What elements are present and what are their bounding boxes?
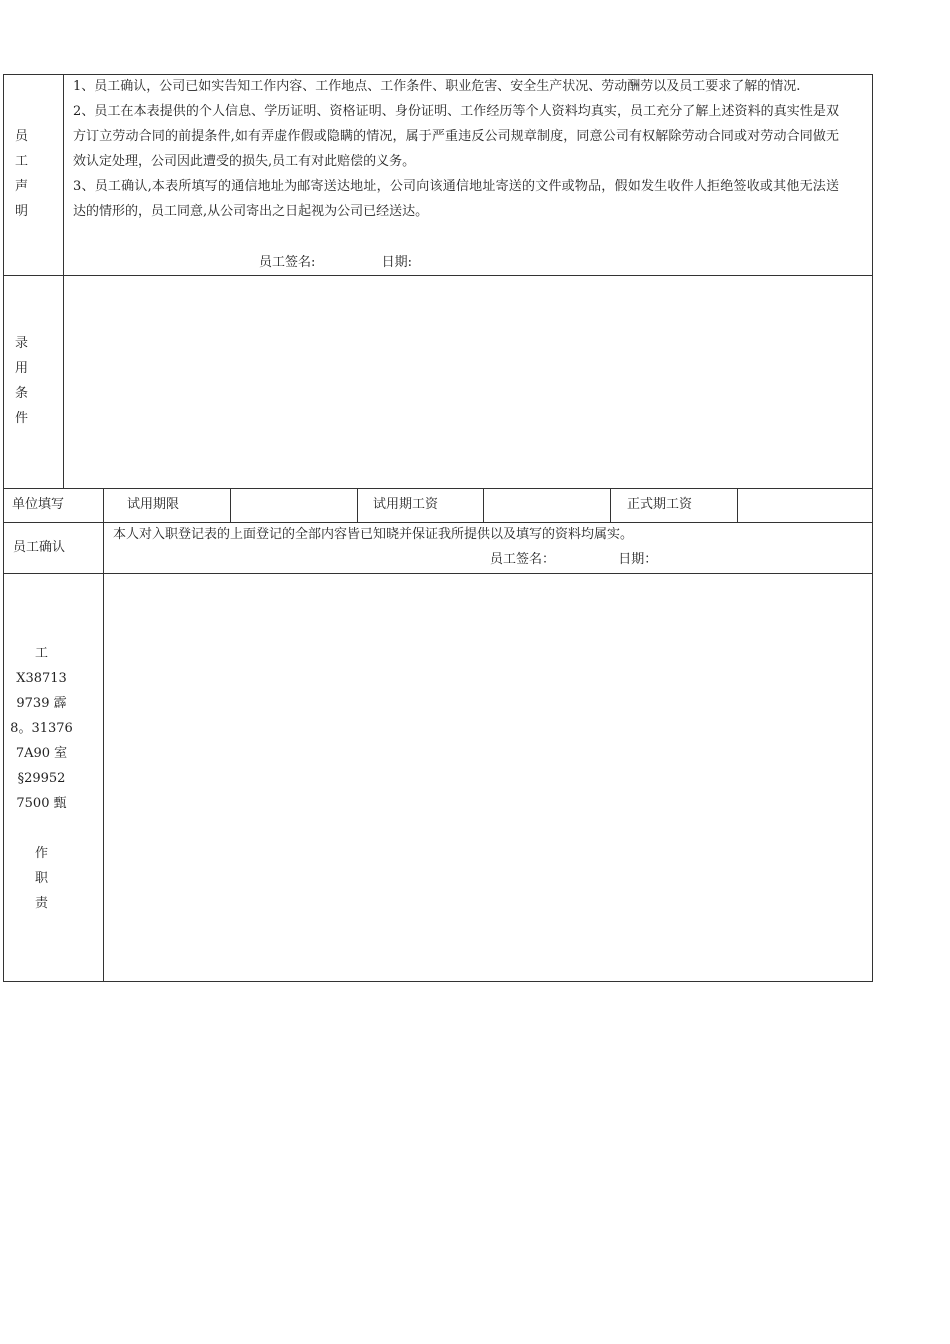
declaration-item-1: 1、员工确认，公司已如实告知工作内容、工作地点、工作条件、职业危害、安全生产状况、劳动酬劳以及员工要求了解的情况. bbox=[73, 79, 801, 94]
unit-fill-label-cell bbox=[3, 488, 104, 522]
duties-label-line: 8。31376 bbox=[10, 721, 73, 736]
duties-label-line bbox=[3, 816, 80, 841]
declaration-label-char: 声 bbox=[14, 179, 28, 194]
probation-period-label-cell bbox=[104, 488, 231, 522]
employee-confirm-statement: 本人对入职登记表的上面登记的全部内容皆已知晓并保证我所提供以及填写的资料均属实。 bbox=[113, 527, 634, 542]
probation-period-label: 试用期限 bbox=[127, 497, 180, 512]
duties-label bbox=[3, 641, 80, 916]
declaration-item-2: 2、员工在本表提供的个人信息、学历证明、资格证明、身份证明、工作经历等个人资料均真实，员工充分了解上述资料的真实性是双方订立劳动合同的前提条件,如有弄虚作假或隐瞒的情况，属于严重违反公司规章制度，同意公司有权解除劳动合同或对劳动合同做无效认定处理，公司因此遭受的损失,员工有对此赔偿的义务。 bbox=[73, 104, 839, 169]
duties-label-line: 9739 霹 bbox=[16, 696, 67, 711]
employee-confirm-signature-line bbox=[490, 547, 741, 572]
duties-label-line: 职 bbox=[34, 871, 48, 886]
duties-label-line: 作 bbox=[34, 846, 48, 861]
formal-salary-label-cell bbox=[611, 488, 738, 522]
employment-label bbox=[3, 331, 40, 431]
formal-salary-label: 正式期工资 bbox=[627, 497, 693, 512]
employment-label-char: 条 bbox=[14, 386, 28, 401]
declaration-item-3: 3、员工确认,本表所填写的通信地址为邮寄送达地址，公司向该通信地址寄送的文件或物品，假如发生收件人拒绝签收或其他无法送达的情形的，员工同意,从公司寄出之日起视为公司已经送达。 bbox=[73, 179, 839, 219]
declaration-label-char: 明 bbox=[14, 204, 28, 219]
unit-fill-label: 单位填写 bbox=[12, 497, 65, 512]
employment-conditions-field[interactable] bbox=[65, 276, 872, 487]
employee-confirm-label: 员工确认 bbox=[13, 540, 66, 555]
declaration-signature-line bbox=[259, 250, 496, 275]
duties-label-line: 责 bbox=[34, 896, 48, 911]
probation-salary-field[interactable] bbox=[484, 488, 611, 522]
declaration-label-char: 员 bbox=[14, 129, 28, 144]
duties-content-field[interactable] bbox=[105, 574, 872, 981]
employment-label-char: 件 bbox=[14, 411, 28, 426]
declaration-signature-label: 员工签名: bbox=[259, 255, 316, 270]
duties-label-line: 工 bbox=[34, 646, 48, 661]
duties-label-line: X38713 bbox=[16, 671, 67, 686]
probation-period-field[interactable] bbox=[231, 488, 358, 522]
declaration-label bbox=[3, 124, 40, 224]
employment-label-char: 录 bbox=[14, 336, 28, 351]
probation-salary-label: 试用期工资 bbox=[373, 497, 439, 512]
duties-label-line: 7A90 室 bbox=[15, 746, 68, 761]
formal-salary-field[interactable] bbox=[738, 488, 872, 522]
probation-salary-label-cell bbox=[358, 488, 484, 522]
declaration-text bbox=[73, 74, 839, 224]
employee-confirm-date-label: 日期： bbox=[618, 552, 658, 567]
duties-label-line: 7500 甄 bbox=[16, 796, 67, 811]
duties-label-line: §29952 bbox=[17, 771, 66, 786]
employment-label-char: 用 bbox=[14, 361, 28, 376]
declaration-label-char: 工 bbox=[14, 154, 28, 169]
employee-confirm-signature-label: 员工签名： bbox=[490, 552, 556, 567]
declaration-date-label: 日期: bbox=[381, 255, 413, 270]
